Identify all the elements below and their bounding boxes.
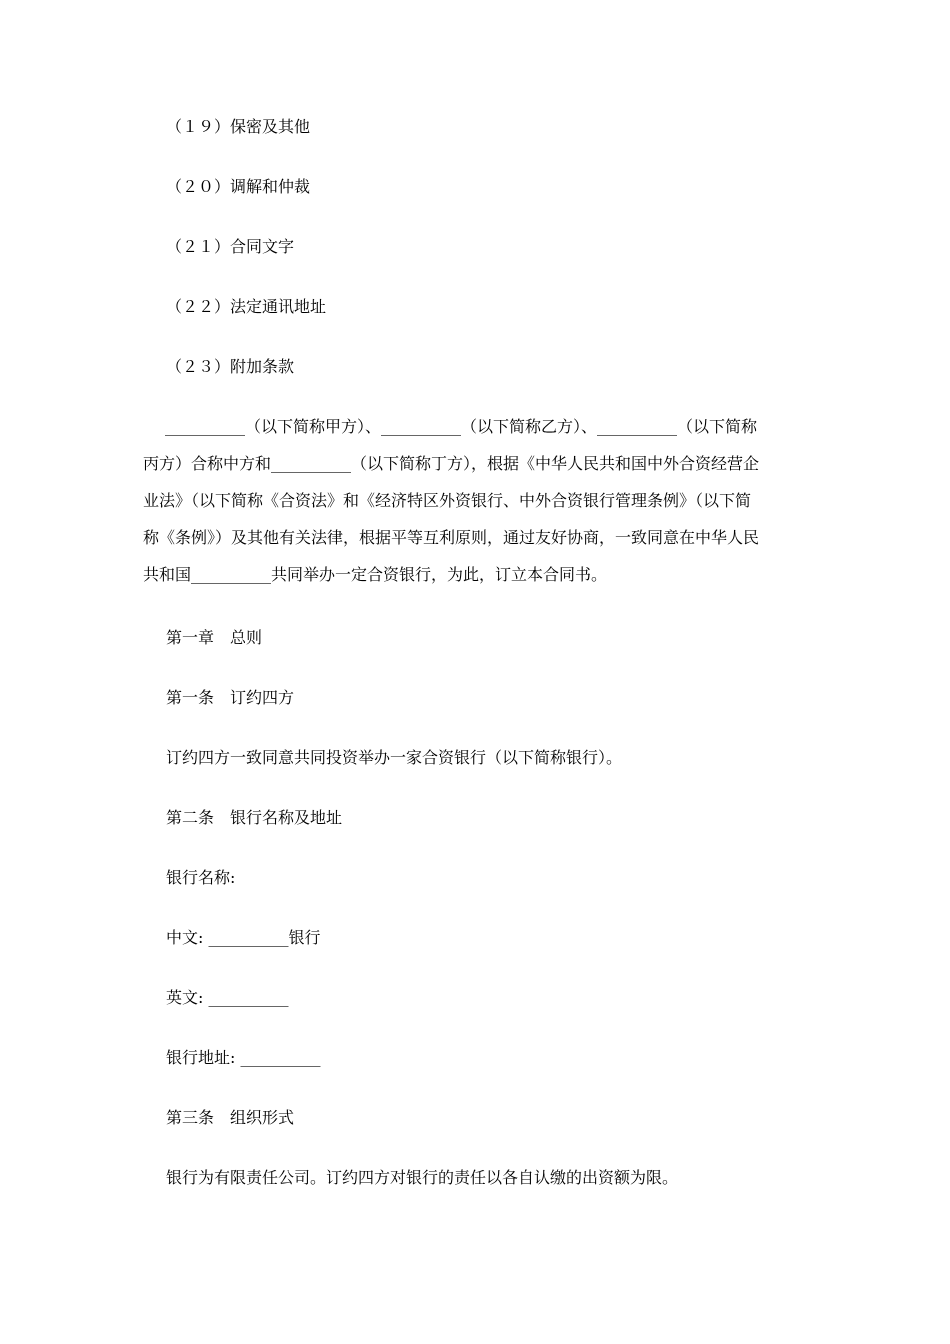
- preamble-paragraph: [143, 417, 805, 602]
- bank-address: 银行地址: __________: [166, 1048, 321, 1067]
- article-3-body: 银行为有限责任公司。订约四方对银行的责任以各自认缴的出资额为限。: [166, 1168, 679, 1187]
- bank-name-chinese: 中文: __________银行: [166, 928, 321, 947]
- article-1-title: 第一条 订约四方: [166, 688, 295, 707]
- article-3-title: 第三条 组织形式: [166, 1108, 295, 1127]
- chapter-1-heading: 第一章 总则: [166, 628, 263, 647]
- list-item-19: （１９）保密及其他: [166, 117, 311, 136]
- preamble-line: 业法》（以下简称《合资法》和《经济特区外资银行、中外合资银行管理条例》（以下简: [143, 491, 752, 510]
- preamble-line: 共和国__________共同举办一定合资银行，为此，订立本合同书。: [143, 565, 608, 584]
- list-item-21: （２１）合同文字: [166, 237, 295, 256]
- preamble-line: 丙方）合称中方和__________（以下简称丁方），根据《中华人民共和国中外合资经营企: [143, 454, 760, 473]
- list-item-22: （２２）法定通讯地址: [166, 297, 327, 316]
- list-item-23: （２３）附加条款: [166, 357, 295, 376]
- bank-name-english: 英文: __________: [166, 988, 289, 1007]
- bank-name-label: 银行名称:: [166, 868, 236, 887]
- list-item-20: （２０）调解和仲裁: [166, 177, 311, 196]
- preamble-line: __________（以下简称甲方）、__________（以下简称乙方）、__________（以下简称: [165, 417, 758, 436]
- article-1-body: 订约四方一致同意共同投资举办一家合资银行（以下简称银行）。: [166, 748, 623, 767]
- preamble-line: 称《条例》）及其他有关法律，根据平等互利原则，通过友好协商，一致同意在中华人民: [143, 528, 760, 547]
- article-2-title: 第二条 银行名称及地址: [166, 808, 343, 827]
